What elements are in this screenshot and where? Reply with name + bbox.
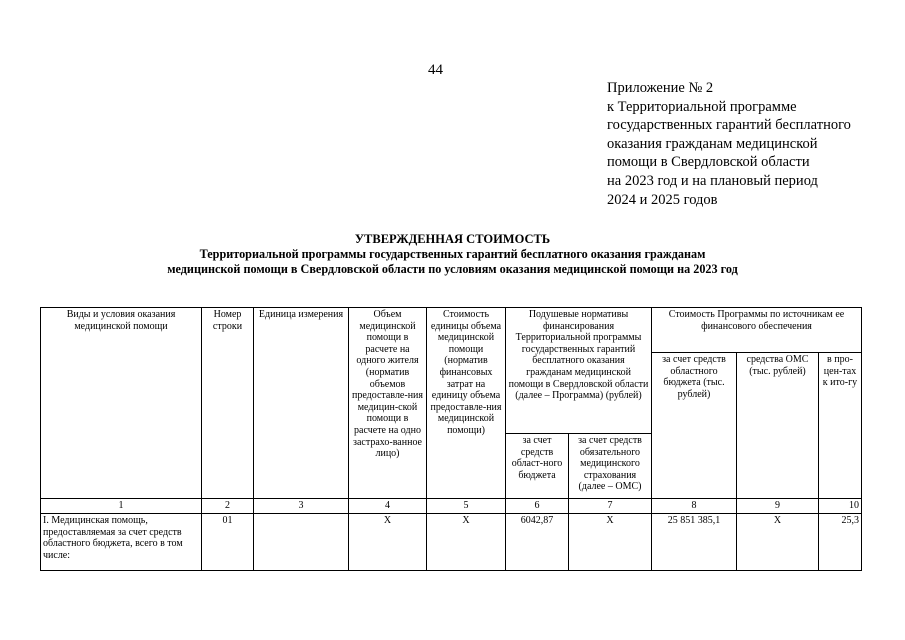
row-volume: Х xyxy=(349,514,427,571)
page-number: 44 xyxy=(428,62,443,78)
header-line-number: Номер строки xyxy=(202,308,254,499)
header-total-budget: за счет средств областного бюджета (тыс. рублей) xyxy=(652,353,737,499)
header-total-oms: средства ОМС (тыс. рублей) xyxy=(737,353,819,499)
column-number: 9 xyxy=(737,499,819,514)
row-total-oms: Х xyxy=(737,514,819,571)
document-subtitle-line2: медицинской помощи в Свердловской области по условиям оказания медицинской помощи на 2023 год xyxy=(167,262,738,276)
annex-line: оказания гражданам медицинской xyxy=(607,135,818,152)
row-per-capita-oms: Х xyxy=(569,514,652,571)
column-number: 5 xyxy=(427,499,506,514)
cost-table xyxy=(40,307,862,571)
header-per-capita-oms: за счет средств обязательного медицинского страхования (далее – ОМС) xyxy=(569,434,652,499)
row-unit-cost: Х xyxy=(427,514,506,571)
table-row xyxy=(41,514,862,571)
annex-line: помощи в Свердловской области xyxy=(607,154,810,171)
document-subtitle-line1: Территориальной программы государственных гарантий бесплатного оказания гражданам xyxy=(199,247,706,261)
header-per-capita: Подушевые нормативы финансирования Территориальной программы государственных гарантий бесплатного оказания гражданам медицинской помощи в Свердловской области (далее – Программа) (рублей) xyxy=(506,308,652,434)
document-title: УТВЕРЖДЕННАЯ СТОИМОСТЬ xyxy=(354,232,551,246)
header-per-capita-budget: за счет средств област-ного бюджета xyxy=(506,434,569,499)
row-per-capita-budget: 6042,87 xyxy=(506,514,569,571)
header-unit-cost: Стоимость единицы объема медицинской помощи (норматив финансовых затрат на единицу объема предоставле-ния медицинской помощи) xyxy=(427,308,506,499)
header-program-cost: Стоимость Программы по источникам ее финансового обеспечения xyxy=(652,308,862,353)
row-percent: 25,3 xyxy=(819,514,862,571)
column-number: 4 xyxy=(349,499,427,514)
header-volume: Объем медицинской помощи в расчете на одного жителя (норматив объемов предоставле-ния медицин-ской помощи в расчете на одно застрахо-ванное лицо) xyxy=(349,308,427,499)
header-unit: Единица измерения xyxy=(254,308,349,499)
annex-line: 2024 и 2025 годов xyxy=(607,191,718,208)
annex-header xyxy=(607,79,851,209)
annex-line: государственных гарантий бесплатного xyxy=(607,117,851,134)
row-line-number: 01 xyxy=(202,514,254,571)
column-number: 7 xyxy=(569,499,652,514)
column-number: 2 xyxy=(202,499,254,514)
annex-line: Приложение № 2 xyxy=(607,80,714,96)
annex-line: на 2023 год и на плановый период xyxy=(607,172,818,189)
column-number: 6 xyxy=(506,499,569,514)
annex-line: к Территориальной программе xyxy=(607,98,797,115)
column-number: 1 xyxy=(41,499,202,514)
row-unit xyxy=(254,514,349,571)
header-kind: Виды и условия оказания медицинской помощи xyxy=(41,308,202,499)
row-total-budget: 25 851 385,1 xyxy=(652,514,737,571)
column-number: 3 xyxy=(254,499,349,514)
row-name: I. Медицинская помощь, предоставляемая за счет средств областного бюджета, всего в том числе: xyxy=(41,514,202,571)
header-percent: в про-цен-тах к ито-гу xyxy=(819,353,862,499)
column-number: 8 xyxy=(652,499,737,514)
column-number: 10 xyxy=(819,499,862,514)
